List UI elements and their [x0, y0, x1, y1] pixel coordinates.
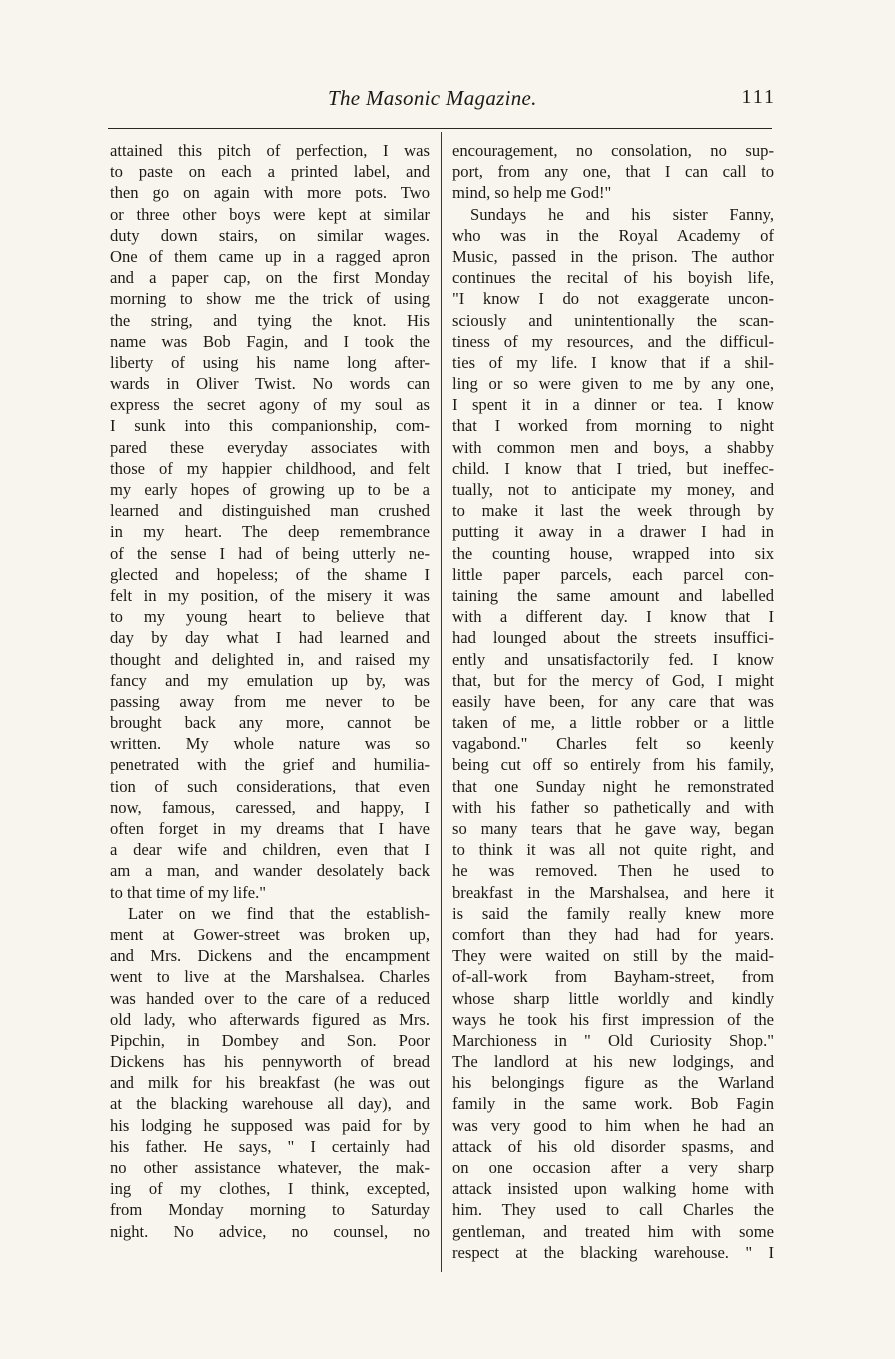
- text-line: at the blacking warehouse all day), and: [110, 1094, 430, 1114]
- text-line: with a different day. I know that I: [452, 607, 774, 627]
- text-line: felt in my position, of the misery it was: [110, 585, 430, 605]
- text-line: Sundays he and his sister Fanny,: [470, 204, 774, 224]
- text-line: They were waited on still by the maid-: [452, 946, 774, 966]
- text-line: from Monday morning to Saturday: [110, 1200, 430, 1220]
- text-line: had lounged about the streets insuffici-: [452, 628, 774, 648]
- text-line: gentleman, and treated him with some: [452, 1221, 774, 1241]
- text-line: morning to show me the trick of using: [110, 289, 430, 309]
- text-line: duty down stairs, on similar wages.: [110, 225, 430, 245]
- text-line: then go on again with more pots. Two: [110, 183, 430, 203]
- text-line: who was in the Royal Academy of: [452, 225, 774, 245]
- text-line: Dickens has his pennyworth of bread: [110, 1052, 430, 1072]
- text-line: no other assistance whatever, the mak-: [110, 1158, 430, 1177]
- text-line: sciously and unintentionally the scan-: [452, 310, 774, 330]
- text-line: ing of my clothes, I think, excepted,: [110, 1179, 430, 1199]
- text-line: little paper parcels, each parcel con-: [452, 564, 774, 584]
- text-line: with common men and boys, a shabby: [452, 437, 774, 457]
- text-line: of the sense I had of being utterly ne-: [110, 543, 430, 563]
- text-line: fancy and my emulation up by, was: [110, 670, 430, 690]
- text-line: was handed over to the care of a reduced: [110, 988, 430, 1008]
- column-divider: [441, 132, 442, 1272]
- text-line: ment at Gower-street was broken up,: [110, 924, 430, 944]
- text-line: ling or so were given to me by any one,: [452, 374, 774, 394]
- text-line: "I know I do not exaggerate uncon-: [452, 289, 774, 309]
- text-line: of-all-work from Bayham-street, from: [452, 967, 774, 987]
- text-line: on one occasion after a very sharp: [452, 1158, 774, 1177]
- text-line: and a paper cap, on the first Monday: [110, 268, 430, 288]
- text-line: tually, not to anticipate my money, and: [452, 480, 774, 499]
- text-line: he was removed. Then he used to: [452, 861, 774, 881]
- text-line: continues the recital of his boyish life,: [452, 268, 774, 288]
- text-line: family in the same work. Bob Fagin: [452, 1094, 774, 1114]
- text-line: was very good to him when he had an: [452, 1115, 774, 1135]
- text-line: comfort than they had had for years.: [452, 924, 774, 944]
- text-line: that one Sunday night he remonstrated: [452, 776, 774, 796]
- text-line: Pipchin, in Dombey and Son. Poor: [110, 1030, 430, 1050]
- text-line: pared these everyday associates with: [110, 437, 430, 457]
- text-line: night. No advice, no counsel, no: [110, 1221, 430, 1241]
- text-line: learned and distinguished man crushed: [110, 501, 430, 521]
- header-rule: [108, 128, 772, 129]
- text-line: so many tears that he gave way, began: [452, 819, 774, 838]
- text-line: my early hopes of growing up to be a: [110, 480, 430, 499]
- text-line: Later on we find that the establish-: [128, 903, 430, 923]
- text-line: wards in Oliver Twist. No words can: [110, 374, 430, 394]
- text-line: ties of my life. I know that if a shil-: [452, 352, 774, 372]
- text-line: and milk for his breakfast (he was out: [110, 1073, 430, 1093]
- text-line: that, but for the mercy of God, I might: [452, 670, 774, 690]
- right-column: [452, 140, 774, 1263]
- text-line: ways he took his first impression of the: [452, 1009, 774, 1029]
- text-line: and Mrs. Dickens and the encampment: [110, 946, 430, 966]
- text-line: taining the same amount and labelled: [452, 585, 774, 605]
- text-line: with his father so pathetically and with: [452, 797, 774, 817]
- text-line: ently and unsatisfactorily fed. I know: [452, 649, 774, 669]
- left-column: [110, 140, 430, 1242]
- text-line: am a man, and wander desolately back: [110, 861, 430, 881]
- text-line: those of my happier childhood, and felt: [110, 458, 430, 478]
- text-line: went to live at the Marshalsea. Charles: [110, 967, 430, 987]
- text-line: liberty of using his name long after-: [110, 352, 430, 372]
- text-line: name was Bob Fagin, and I took the: [110, 331, 430, 351]
- text-line: his belongings figure as the Warland: [452, 1073, 774, 1093]
- text-line: breakfast in the Marshalsea, and here it: [452, 882, 774, 902]
- text-line: him. They used to call Charles the: [452, 1200, 774, 1220]
- text-line: or three other boys were kept at similar: [110, 204, 430, 224]
- text-line: thought and delighted in, and raised my: [110, 649, 430, 669]
- text-line: putting it away in a drawer I had in: [452, 522, 774, 542]
- text-line: One of them came up in a ragged apron: [110, 246, 430, 266]
- text-line: to my young heart to believe that: [110, 607, 430, 627]
- text-line: vagabond." Charles felt so keenly: [452, 734, 774, 754]
- text-line: to paste on each a printed label, and: [110, 162, 430, 182]
- text-line: the string, and tying the knot. His: [110, 310, 430, 330]
- text-line: in my heart. The deep remembrance: [110, 522, 430, 542]
- text-line: a dear wife and children, even that I: [110, 840, 430, 860]
- text-line: now, famous, caressed, and happy, I: [110, 797, 430, 817]
- text-line: attack insisted upon walking home with: [452, 1179, 774, 1199]
- text-line: passing away from me never to be: [110, 691, 430, 711]
- text-line: whose sharp little worldly and kindly: [452, 988, 774, 1008]
- text-line: glected and hopeless; of the shame I: [110, 564, 430, 584]
- text-line: penetrated with the grief and humilia-: [110, 755, 430, 775]
- text-line: his father. He says, " I certainly had: [110, 1136, 430, 1156]
- text-line: to make it last the week through by: [452, 501, 774, 521]
- text-line: easily have been, for any care that was: [452, 691, 774, 711]
- text-line: written. My whole nature was so: [110, 734, 430, 754]
- text-line: to that time of my life.": [110, 882, 267, 902]
- text-line: his lodging he supposed was paid for by: [110, 1115, 430, 1135]
- text-line: to think it was all not quite right, and: [452, 840, 774, 860]
- text-line: Music, passed in the prison. The author: [452, 246, 774, 266]
- text-line: is said the family really knew more: [452, 903, 774, 923]
- text-line: that I worked from morning to night: [452, 416, 774, 436]
- text-line: old lady, who afterwards figured as Mrs.: [110, 1009, 430, 1029]
- text-line: mind, so help me God!": [452, 183, 612, 203]
- text-line: child. I know that I tried, but ineffec-: [452, 458, 774, 478]
- text-line: I sunk into this companionship, com-: [110, 416, 430, 436]
- text-line: port, from any one, that I can call to: [452, 162, 774, 182]
- text-line: tion of such considerations, that even: [110, 776, 430, 796]
- magazine-title: The Masonic Magazine.: [328, 86, 537, 110]
- text-line: respect at the blacking warehouse. " I: [452, 1242, 774, 1262]
- text-line: tiness of my resources, and the difficul-: [452, 331, 774, 351]
- text-line: Marchioness in " Old Curiosity Shop.": [452, 1030, 774, 1050]
- running-header: [106, 84, 776, 120]
- text-line: often forget in my dreams that I have: [110, 819, 430, 838]
- text-line: The landlord at his new lodgings, and: [452, 1052, 774, 1072]
- text-line: express the secret agony of my soul as: [110, 395, 430, 415]
- text-line: I spent it in a dinner or tea. I know: [452, 395, 774, 415]
- text-line: attack of his old disorder spasms, and: [452, 1136, 774, 1156]
- text-line: being cut off so entirely from his family,: [452, 755, 774, 775]
- text-line: encouragement, no consolation, no sup-: [452, 141, 774, 160]
- text-line: taken of me, a little robber or a little: [452, 713, 774, 733]
- text-line: attained this pitch of perfection, I was: [110, 141, 430, 160]
- page-number: 111: [741, 86, 776, 108]
- text-line: brought back any more, cannot be: [110, 713, 430, 733]
- text-line: day by day what I had learned and: [110, 628, 430, 648]
- text-line: the counting house, wrapped into six: [452, 543, 774, 563]
